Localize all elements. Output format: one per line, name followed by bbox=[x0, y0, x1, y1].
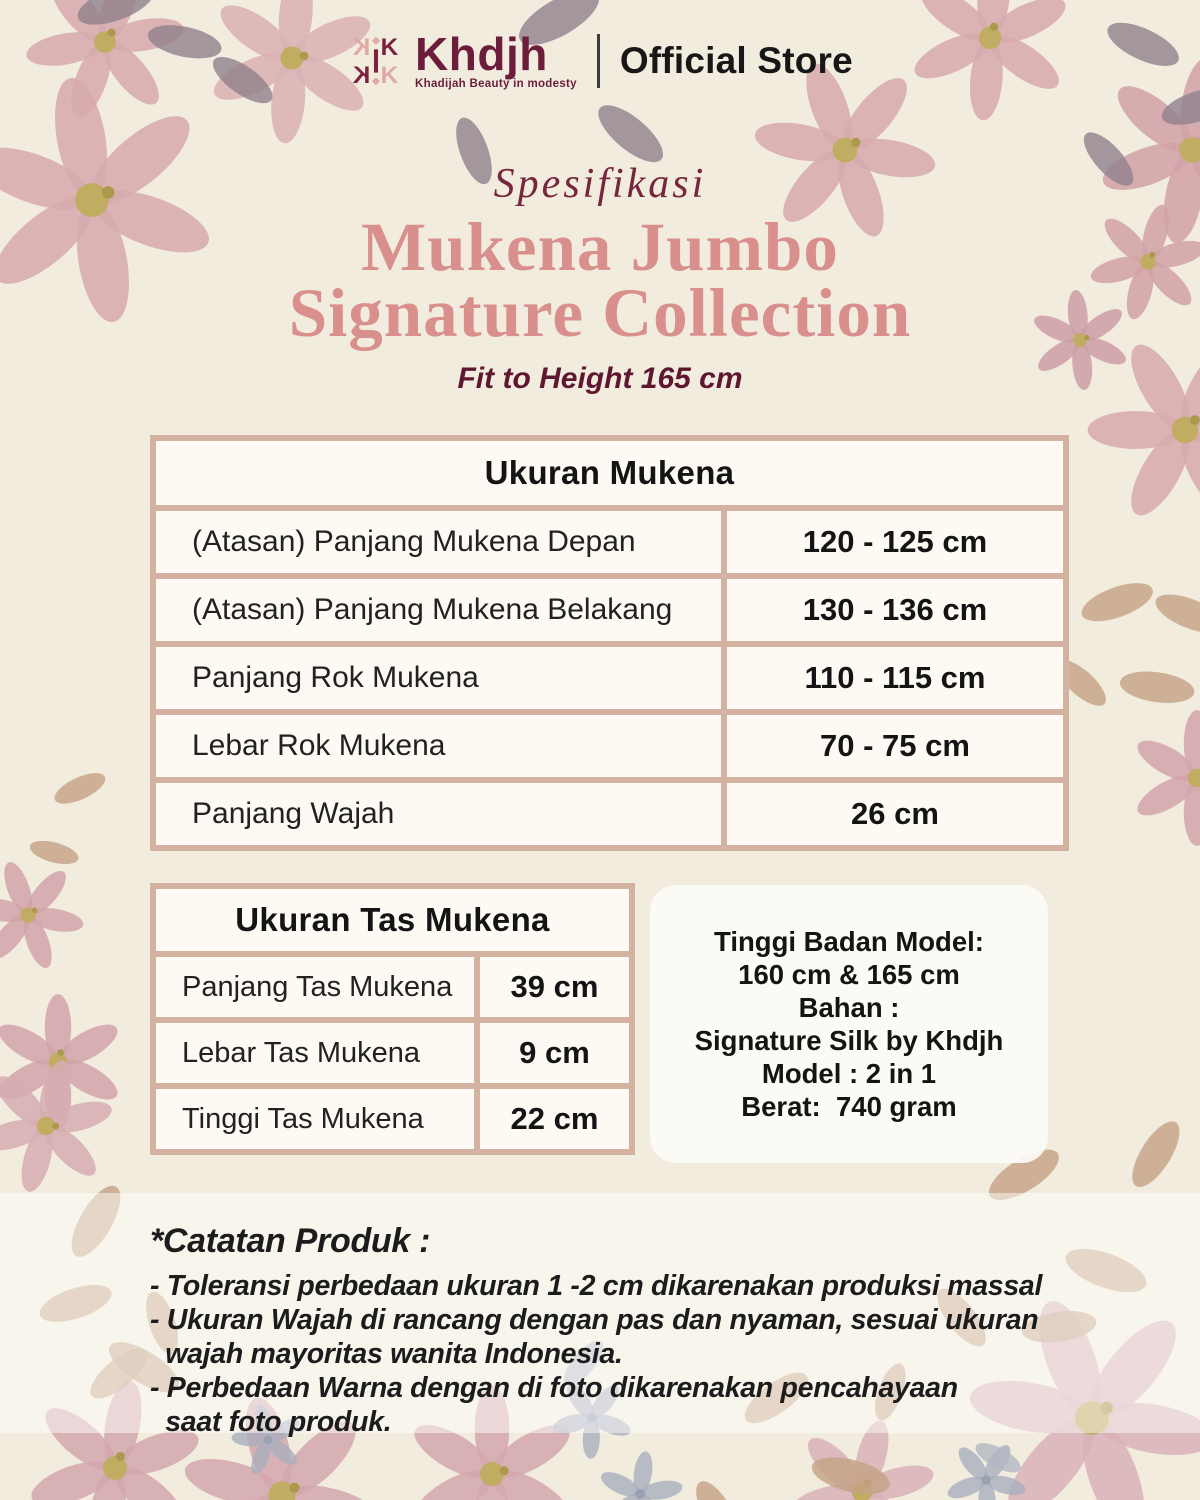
brand-header bbox=[0, 27, 1200, 90]
detail-line: 160 cm & 165 cm bbox=[738, 959, 960, 990]
bag-size-table bbox=[150, 883, 635, 1155]
table-row-label: Panjang Wajah bbox=[156, 783, 721, 845]
page-title-line1: Mukena Jumbo bbox=[361, 209, 839, 285]
detail-line: Berat: 740 gram bbox=[741, 1091, 957, 1122]
table-row-label: Tinggi Tas Mukena bbox=[156, 1089, 474, 1149]
table-row-value: 130 - 136 cm bbox=[727, 579, 1063, 641]
table-row-label: (Atasan) Panjang Mukena Belakang bbox=[156, 579, 721, 641]
fit-note: Fit to Height 165 cm bbox=[457, 362, 743, 395]
header-divider bbox=[597, 34, 600, 88]
detail-line: Model : 2 in 1 bbox=[761, 1058, 937, 1089]
svg-text:K: K bbox=[352, 62, 371, 90]
table-row-value: 110 - 115 cm bbox=[727, 647, 1063, 709]
product-details-box bbox=[650, 885, 1048, 1163]
bag-size-table-header: Ukuran Tas Mukena bbox=[156, 889, 629, 951]
note-line: - Toleransi perbedaan ukuran 1 -2 cm dikarenakan produksi massal bbox=[150, 1270, 1043, 1302]
table-row-value: 39 cm bbox=[480, 957, 629, 1017]
table-row-value: 9 cm bbox=[480, 1023, 629, 1083]
svg-text:K: K bbox=[380, 34, 399, 62]
khdjh-monogram-icon bbox=[347, 32, 405, 90]
note-line: saat foto produk. bbox=[150, 1406, 392, 1438]
note-line: wajah mayoritas wanita Indonesia. bbox=[150, 1338, 623, 1370]
title-block bbox=[0, 160, 1200, 396]
table-row-value: 26 cm bbox=[727, 783, 1063, 845]
table-row-label: Lebar Tas Mukena bbox=[156, 1023, 474, 1083]
table-row-value: 22 cm bbox=[480, 1089, 629, 1149]
svg-text:K: K bbox=[352, 34, 371, 62]
brand-tagline: Khadijah Beauty in modesty bbox=[415, 77, 577, 90]
page-title-line2: Signature Collection bbox=[288, 275, 912, 351]
table-row-label: Lebar Rok Mukena bbox=[156, 715, 721, 777]
table-row-label: (Atasan) Panjang Mukena Depan bbox=[156, 511, 721, 573]
mukena-size-table-header: Ukuran Mukena bbox=[156, 441, 1063, 505]
brand-name: Khdjh bbox=[415, 27, 548, 80]
page-title bbox=[0, 209, 1200, 351]
table-row-label: Panjang Rok Mukena bbox=[156, 647, 721, 709]
detail-line: Signature Silk by Khdjh bbox=[694, 1025, 1004, 1056]
product-notes bbox=[150, 1222, 1080, 1439]
detail-line: Tinggi Badan Model: bbox=[714, 926, 984, 957]
store-label: Official Store bbox=[619, 40, 853, 81]
notes-title: *Catatan Produk : bbox=[150, 1222, 431, 1260]
table-row-value: 70 - 75 cm bbox=[727, 715, 1063, 777]
table-row-label: Panjang Tas Mukena bbox=[156, 957, 474, 1017]
svg-text:K: K bbox=[380, 62, 399, 90]
title-eyebrow: Spesifikasi bbox=[493, 161, 707, 207]
brand-text bbox=[415, 27, 577, 90]
note-line: - Ukuran Wajah di rancang dengan pas dan nyaman, sesuai ukuran bbox=[150, 1304, 1039, 1336]
mukena-size-table bbox=[150, 435, 1069, 851]
detail-line: Bahan : bbox=[798, 992, 900, 1023]
note-line: - Perbedaan Warna dengan di foto dikarenakan pencahayaan bbox=[150, 1372, 958, 1404]
table-row-value: 120 - 125 cm bbox=[727, 511, 1063, 573]
